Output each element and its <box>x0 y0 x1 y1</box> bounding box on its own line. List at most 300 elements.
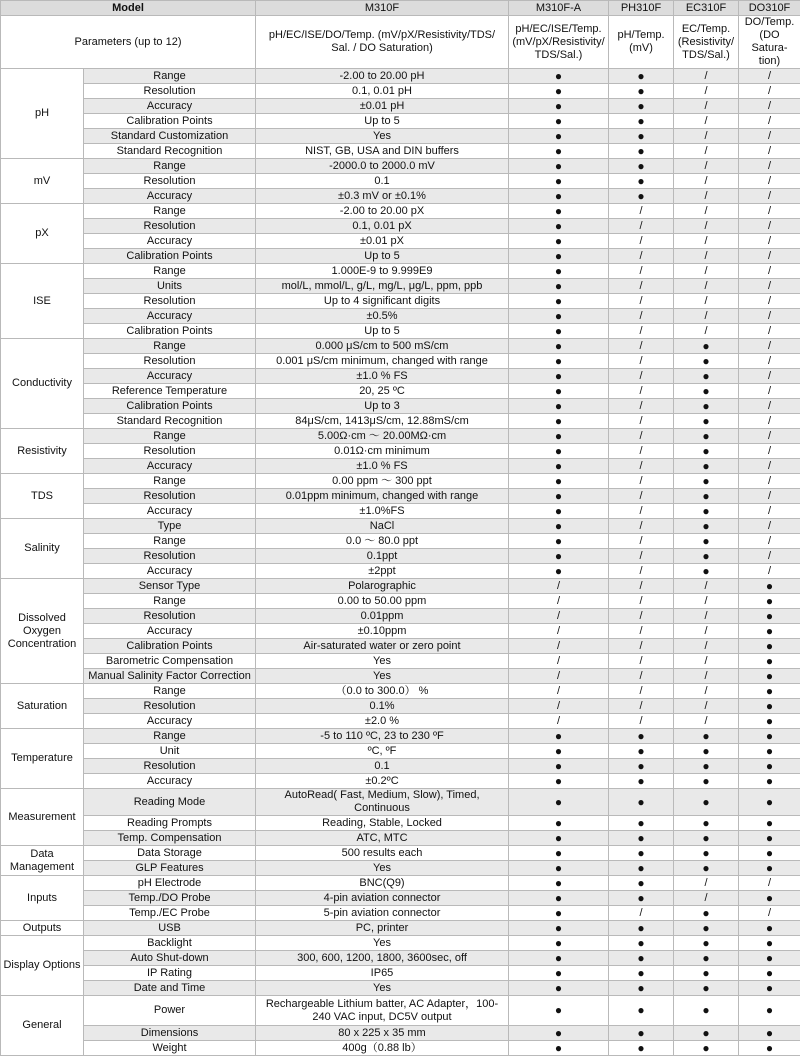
availability-ph310f: / <box>609 699 674 714</box>
group-label: Dissolved Oxygen Concentration <box>1 579 84 684</box>
availability-ph310f: / <box>609 594 674 609</box>
availability-m310f-a: ● <box>509 744 609 759</box>
spec-value: 0.001 μS/cm minimum, changed with range <box>256 354 509 369</box>
table-row <box>1 219 800 234</box>
parameter-name: Range <box>84 159 256 174</box>
availability-ec310f: ● <box>674 459 739 474</box>
availability-do310f: / <box>739 84 800 99</box>
parameter-name: IP Rating <box>84 966 256 981</box>
table-row <box>1 519 800 534</box>
availability-do310f: / <box>739 876 800 891</box>
availability-ph310f: ● <box>609 729 674 744</box>
availability-ph310f: / <box>609 369 674 384</box>
parameter-name: Accuracy <box>84 189 256 204</box>
table-row <box>1 639 800 654</box>
availability-m310f-a: ● <box>509 789 609 816</box>
availability-ph310f: ● <box>609 966 674 981</box>
parameter-name: Resolution <box>84 174 256 189</box>
availability-ph310f: ● <box>609 1041 674 1056</box>
spec-value: （0.0 to 300.0） % <box>256 684 509 699</box>
table-row <box>1 144 800 159</box>
parameter-name: Range <box>84 264 256 279</box>
availability-ec310f: / <box>674 714 739 729</box>
parameter-name: Resolution <box>84 759 256 774</box>
availability-ec310f: / <box>674 891 739 906</box>
availability-m310f-a: ● <box>509 204 609 219</box>
availability-ec310f: ● <box>674 951 739 966</box>
parameter-name: Standard Customization <box>84 129 256 144</box>
availability-m310f-a: ● <box>509 174 609 189</box>
availability-do310f: ● <box>739 966 800 981</box>
availability-ec310f: ● <box>674 906 739 921</box>
availability-m310f-a: ● <box>509 966 609 981</box>
availability-ph310f: ● <box>609 189 674 204</box>
availability-do310f: / <box>739 564 800 579</box>
spec-value: 84μS/cm, 1413μS/cm, 12.88mS/cm <box>256 414 509 429</box>
table-row <box>1 564 800 579</box>
table-row <box>1 891 800 906</box>
spec-value: -2000.0 to 2000.0 mV <box>256 159 509 174</box>
parameter-name: Accuracy <box>84 624 256 639</box>
group-label: Measurement <box>1 789 84 846</box>
table-row <box>1 84 800 99</box>
availability-ec310f: / <box>674 654 739 669</box>
table-row <box>1 534 800 549</box>
availability-ph310f: ● <box>609 816 674 831</box>
group-label: Temperature <box>1 729 84 789</box>
table-row <box>1 624 800 639</box>
availability-ph310f: / <box>609 474 674 489</box>
spec-value: 0.1, 0.01 pX <box>256 219 509 234</box>
table-row <box>1 876 800 891</box>
availability-ph310f: / <box>609 906 674 921</box>
availability-ec310f: / <box>674 84 739 99</box>
availability-do310f: / <box>739 384 800 399</box>
availability-do310f: ● <box>739 996 800 1026</box>
availability-ph310f: / <box>609 249 674 264</box>
table-row <box>1 204 800 219</box>
availability-m310f-a: ● <box>509 564 609 579</box>
spec-value: 0.01Ω·cm minimum <box>256 444 509 459</box>
availability-ec310f: ● <box>674 996 739 1026</box>
availability-do310f: / <box>739 534 800 549</box>
parameter-name: Range <box>84 69 256 84</box>
group-label: Data Management <box>1 846 84 876</box>
availability-m310f-a: ● <box>509 891 609 906</box>
parameter-name: Resolution <box>84 609 256 624</box>
availability-ph310f: / <box>609 549 674 564</box>
availability-do310f: / <box>739 339 800 354</box>
availability-ec310f: ● <box>674 354 739 369</box>
availability-ph310f: / <box>609 684 674 699</box>
availability-m310f-a: ● <box>509 921 609 936</box>
table-row <box>1 906 800 921</box>
availability-do310f: ● <box>739 609 800 624</box>
availability-m310f-a: ● <box>509 129 609 144</box>
availability-ph310f: ● <box>609 1026 674 1041</box>
availability-m310f-a: ● <box>509 906 609 921</box>
availability-ec310f: / <box>674 174 739 189</box>
parameter-name: Power <box>84 996 256 1026</box>
availability-ph310f: ● <box>609 759 674 774</box>
availability-ph310f: / <box>609 219 674 234</box>
table-row <box>1 339 800 354</box>
table-row <box>1 279 800 294</box>
parameter-name: Auto Shut-down <box>84 951 256 966</box>
parameters-m310f: pH/EC/ISE/DO/Temp. (mV/pX/Resistivity/TDS/ Sal. / DO Saturation) <box>256 16 509 69</box>
availability-ph310f: ● <box>609 114 674 129</box>
parameter-name: Type <box>84 519 256 534</box>
availability-ph310f: ● <box>609 831 674 846</box>
availability-ph310f: / <box>609 294 674 309</box>
availability-do310f: ● <box>739 714 800 729</box>
table-row <box>1 369 800 384</box>
availability-do310f: / <box>739 114 800 129</box>
spec-value: ±0.3 mV or ±0.1% <box>256 189 509 204</box>
availability-m310f-a: ● <box>509 729 609 744</box>
availability-do310f: / <box>739 399 800 414</box>
availability-m310f-a: ● <box>509 294 609 309</box>
spec-value: 0.0 ～ 80.0 ppt <box>256 534 509 549</box>
availability-do310f: / <box>739 474 800 489</box>
availability-m310f-a: ● <box>509 339 609 354</box>
availability-do310f: / <box>739 204 800 219</box>
availability-do310f: / <box>739 174 800 189</box>
availability-do310f: / <box>739 444 800 459</box>
parameter-name: Accuracy <box>84 564 256 579</box>
parameter-name: Barometric Compensation <box>84 654 256 669</box>
spec-value: AutoRead( Fast, Medium, Slow), Timed, Continuous <box>256 789 509 816</box>
availability-ec310f: ● <box>674 519 739 534</box>
table-row <box>1 981 800 996</box>
availability-m310f-a: ● <box>509 489 609 504</box>
spec-value: ±0.01 pH <box>256 99 509 114</box>
spec-value: mol/L, mmol/L, g/L, mg/L, μg/L, ppm, ppb <box>256 279 509 294</box>
availability-ec310f: / <box>674 204 739 219</box>
availability-do310f: ● <box>739 846 800 861</box>
table-row <box>1 669 800 684</box>
header-row <box>1 1 800 16</box>
spec-value: Up to 4 significant digits <box>256 294 509 309</box>
availability-ec310f: ● <box>674 759 739 774</box>
parameter-name: Accuracy <box>84 504 256 519</box>
availability-ph310f: / <box>609 609 674 624</box>
availability-do310f: ● <box>739 1041 800 1056</box>
availability-ec310f: ● <box>674 444 739 459</box>
group-label: TDS <box>1 474 84 519</box>
parameter-name: Units <box>84 279 256 294</box>
parameter-name: Resolution <box>84 549 256 564</box>
spec-value: ±0.01 pX <box>256 234 509 249</box>
spec-value: ±0.2ºC <box>256 774 509 789</box>
availability-ec310f: / <box>674 69 739 84</box>
spec-value: Up to 5 <box>256 114 509 129</box>
model-header: Model <box>1 1 256 16</box>
availability-ec310f: ● <box>674 774 739 789</box>
availability-ec310f: ● <box>674 921 739 936</box>
parameter-name: Calibration Points <box>84 324 256 339</box>
table-row <box>1 759 800 774</box>
availability-ec310f: ● <box>674 744 739 759</box>
availability-ph310f: / <box>609 459 674 474</box>
availability-ec310f: ● <box>674 1026 739 1041</box>
table-row <box>1 861 800 876</box>
availability-ph310f: ● <box>609 951 674 966</box>
spec-value: 0.000 μS/cm to 500 mS/cm <box>256 339 509 354</box>
parameter-name: Reading Prompts <box>84 816 256 831</box>
availability-ph310f: / <box>609 204 674 219</box>
availability-ph310f: / <box>609 624 674 639</box>
group-label: pH <box>1 69 84 159</box>
availability-ph310f: / <box>609 279 674 294</box>
parameter-name: Resolution <box>84 219 256 234</box>
parameter-name: Range <box>84 729 256 744</box>
availability-do310f: / <box>739 309 800 324</box>
availability-do310f: / <box>739 489 800 504</box>
availability-ph310f: / <box>609 534 674 549</box>
availability-ph310f: ● <box>609 861 674 876</box>
table-row <box>1 714 800 729</box>
availability-do310f: ● <box>739 759 800 774</box>
availability-m310f-a: ● <box>509 429 609 444</box>
availability-ph310f: / <box>609 354 674 369</box>
parameter-name: Accuracy <box>84 99 256 114</box>
spec-value: ±2.0 % <box>256 714 509 729</box>
table-row <box>1 294 800 309</box>
parameters-m310f-a: pH/EC/ISE/Temp. (mV/pX/Resistivity/ TDS/Sal.) <box>509 16 609 69</box>
availability-ec310f: / <box>674 189 739 204</box>
parameter-name: Range <box>84 204 256 219</box>
spec-value: -5 to 110 ºC, 23 to 230 ºF <box>256 729 509 744</box>
availability-m310f-a: ● <box>509 114 609 129</box>
availability-ph310f: ● <box>609 744 674 759</box>
spec-value: -2.00 to 20.00 pH <box>256 69 509 84</box>
availability-m310f-a: ● <box>509 159 609 174</box>
availability-m310f-a: / <box>509 609 609 624</box>
spec-value: -2.00 to 20.00 pX <box>256 204 509 219</box>
availability-do310f: / <box>739 264 800 279</box>
spec-value: 0.1, 0.01 pH <box>256 84 509 99</box>
spec-value: Up to 3 <box>256 399 509 414</box>
table-row <box>1 951 800 966</box>
availability-m310f-a: / <box>509 669 609 684</box>
spec-value: 0.00 ppm ～ 300 ppt <box>256 474 509 489</box>
group-label: mV <box>1 159 84 204</box>
availability-ec310f: / <box>674 669 739 684</box>
availability-m310f-a: ● <box>509 219 609 234</box>
table-row <box>1 429 800 444</box>
table-row <box>1 69 800 84</box>
availability-ec310f: / <box>674 279 739 294</box>
availability-m310f-a: ● <box>509 264 609 279</box>
table-row <box>1 831 800 846</box>
spec-value: IP65 <box>256 966 509 981</box>
availability-ec310f: ● <box>674 399 739 414</box>
parameter-name: Manual Salinity Factor Correction <box>84 669 256 684</box>
table-row <box>1 129 800 144</box>
availability-do310f: ● <box>739 936 800 951</box>
availability-ec310f: ● <box>674 789 739 816</box>
availability-ec310f: / <box>674 249 739 264</box>
table-row <box>1 1041 800 1056</box>
availability-do310f: ● <box>739 579 800 594</box>
availability-ec310f: ● <box>674 966 739 981</box>
availability-do310f: ● <box>739 639 800 654</box>
table-row <box>1 936 800 951</box>
table-row <box>1 921 800 936</box>
availability-m310f-a: / <box>509 624 609 639</box>
availability-ph310f: / <box>609 384 674 399</box>
parameter-name: Sensor Type <box>84 579 256 594</box>
availability-ec310f: ● <box>674 846 739 861</box>
availability-do310f: ● <box>739 744 800 759</box>
availability-ph310f: ● <box>609 846 674 861</box>
availability-ec310f: ● <box>674 549 739 564</box>
availability-ph310f: ● <box>609 129 674 144</box>
availability-m310f-a: ● <box>509 144 609 159</box>
table-row <box>1 324 800 339</box>
spec-value: Yes <box>256 129 509 144</box>
availability-m310f-a: ● <box>509 951 609 966</box>
model-do310f: DO310F <box>739 1 800 16</box>
parameter-name: Calibration Points <box>84 399 256 414</box>
parameter-name: Reading Mode <box>84 789 256 816</box>
availability-ph310f: ● <box>609 174 674 189</box>
availability-do310f: ● <box>739 669 800 684</box>
table-row <box>1 816 800 831</box>
parameter-name: Range <box>84 339 256 354</box>
spec-value: Yes <box>256 669 509 684</box>
table-row <box>1 159 800 174</box>
availability-ph310f: / <box>609 504 674 519</box>
availability-m310f-a: ● <box>509 99 609 114</box>
availability-ec310f: ● <box>674 936 739 951</box>
table-row <box>1 609 800 624</box>
parameter-name: Calibration Points <box>84 639 256 654</box>
parameter-name: Temp./DO Probe <box>84 891 256 906</box>
parameter-name: pH Electrode <box>84 876 256 891</box>
parameter-name: Backlight <box>84 936 256 951</box>
table-row <box>1 174 800 189</box>
availability-do310f: / <box>739 99 800 114</box>
availability-ph310f: ● <box>609 921 674 936</box>
availability-ec310f: / <box>674 579 739 594</box>
table-row <box>1 504 800 519</box>
spec-value: ºC, ºF <box>256 744 509 759</box>
availability-ph310f: ● <box>609 876 674 891</box>
availability-do310f: / <box>739 549 800 564</box>
table-row <box>1 996 800 1026</box>
model-m310f-a: M310F-A <box>509 1 609 16</box>
availability-ph310f: ● <box>609 144 674 159</box>
spec-value: 0.1 <box>256 174 509 189</box>
availability-do310f: ● <box>739 624 800 639</box>
parameter-name: Accuracy <box>84 714 256 729</box>
availability-m310f-a: ● <box>509 831 609 846</box>
availability-do310f: / <box>739 519 800 534</box>
table-row <box>1 474 800 489</box>
availability-m310f-a: / <box>509 594 609 609</box>
availability-ec310f: ● <box>674 369 739 384</box>
availability-m310f-a: ● <box>509 981 609 996</box>
availability-m310f-a: ● <box>509 876 609 891</box>
availability-ph310f: ● <box>609 936 674 951</box>
availability-m310f-a: ● <box>509 249 609 264</box>
availability-m310f-a: ● <box>509 444 609 459</box>
availability-ec310f: / <box>674 294 739 309</box>
availability-ec310f: ● <box>674 384 739 399</box>
parameter-name: Resolution <box>84 294 256 309</box>
availability-do310f: ● <box>739 684 800 699</box>
availability-ph310f: / <box>609 324 674 339</box>
availability-ec310f: ● <box>674 831 739 846</box>
availability-do310f: / <box>739 219 800 234</box>
model-ph310f: PH310F <box>609 1 674 16</box>
parameter-name: Reference Temperature <box>84 384 256 399</box>
availability-m310f-a: / <box>509 699 609 714</box>
availability-m310f-a: ● <box>509 84 609 99</box>
availability-ec310f: / <box>674 624 739 639</box>
spec-value: Polarographic <box>256 579 509 594</box>
availability-do310f: ● <box>739 951 800 966</box>
parameter-name: Standard Recognition <box>84 144 256 159</box>
availability-do310f: / <box>739 459 800 474</box>
availability-ec310f: ● <box>674 861 739 876</box>
availability-do310f: ● <box>739 789 800 816</box>
availability-do310f: / <box>739 144 800 159</box>
group-label: ISE <box>1 264 84 339</box>
availability-ec310f: / <box>674 639 739 654</box>
parameter-name: Unit <box>84 744 256 759</box>
availability-m310f-a: / <box>509 579 609 594</box>
availability-do310f: / <box>739 324 800 339</box>
availability-m310f-a: ● <box>509 504 609 519</box>
spec-value: 0.00 to 50.00 ppm <box>256 594 509 609</box>
availability-m310f-a: ● <box>509 459 609 474</box>
availability-ph310f: / <box>609 714 674 729</box>
availability-ec310f: / <box>674 309 739 324</box>
availability-do310f: / <box>739 69 800 84</box>
availability-ph310f: / <box>609 309 674 324</box>
availability-ph310f: ● <box>609 789 674 816</box>
availability-do310f: / <box>739 249 800 264</box>
availability-ph310f: / <box>609 564 674 579</box>
availability-ec310f: ● <box>674 489 739 504</box>
availability-do310f: / <box>739 354 800 369</box>
parameter-name: Range <box>84 684 256 699</box>
table-row <box>1 594 800 609</box>
availability-m310f-a: ● <box>509 936 609 951</box>
table-row <box>1 774 800 789</box>
availability-ph310f: ● <box>609 891 674 906</box>
table-row <box>1 114 800 129</box>
availability-do310f: / <box>739 129 800 144</box>
parameters-ph310f: pH/Temp. (mV) <box>609 16 674 69</box>
availability-m310f-a: ● <box>509 549 609 564</box>
group-label: Inputs <box>1 876 84 921</box>
spec-value: ±0.5% <box>256 309 509 324</box>
availability-ec310f: ● <box>674 564 739 579</box>
parameter-name: Dimensions <box>84 1026 256 1041</box>
parameter-name: Resolution <box>84 444 256 459</box>
group-label: Conductivity <box>1 339 84 429</box>
parameter-name: Date and Time <box>84 981 256 996</box>
spec-value: NIST, GB, USA and DIN buffers <box>256 144 509 159</box>
parameter-name: Accuracy <box>84 459 256 474</box>
spec-value: 0.01ppm <box>256 609 509 624</box>
spec-value: Reading, Stable, Locked <box>256 816 509 831</box>
availability-m310f-a: ● <box>509 309 609 324</box>
